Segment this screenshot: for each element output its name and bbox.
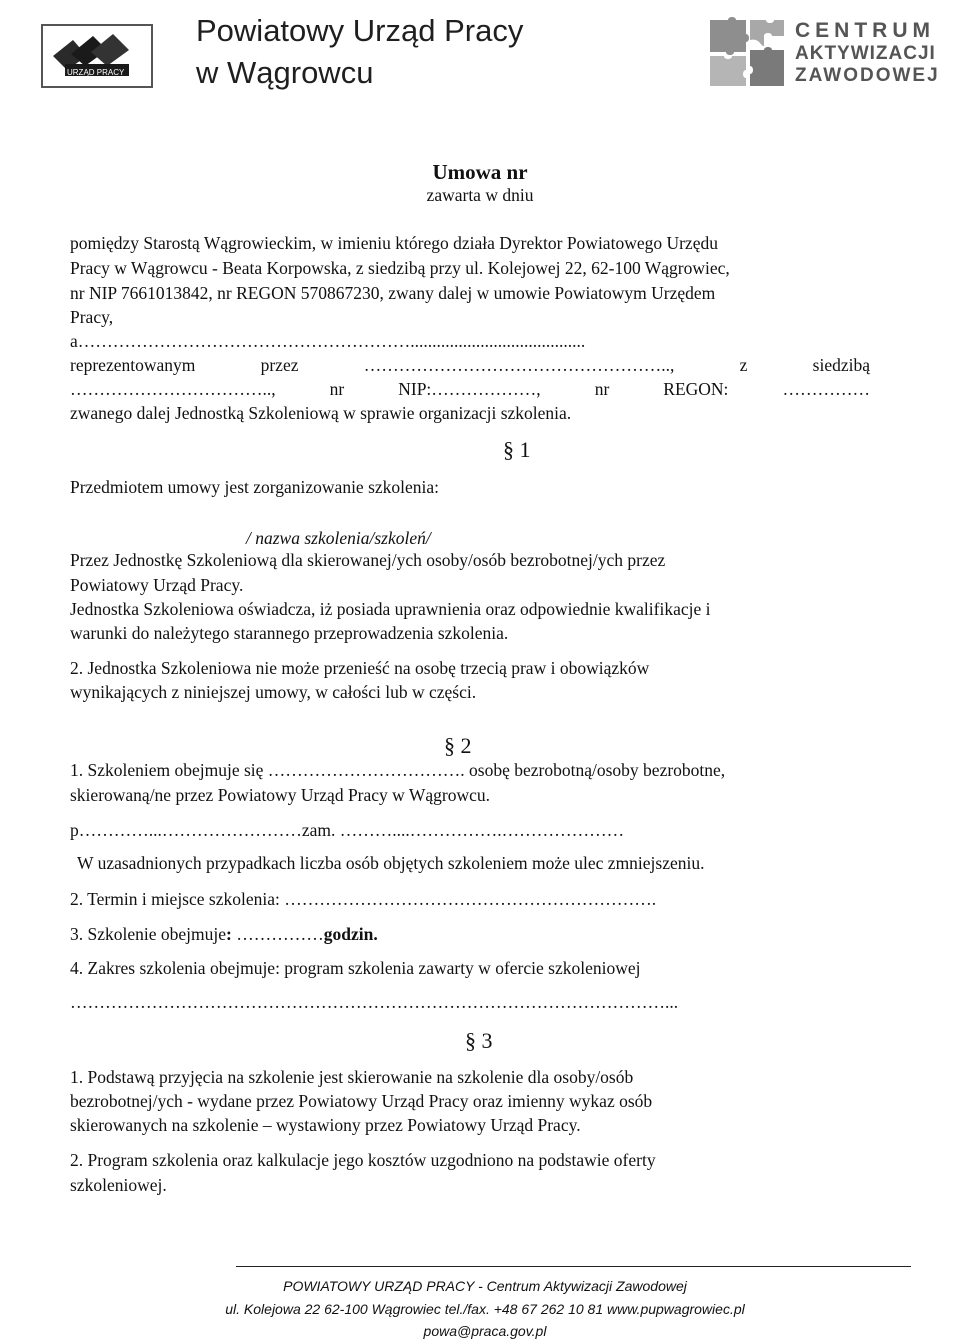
intro-line-3: nr NIP 7661013842, nr REGON 570867230, zwany dalej w umowie Powiatowym Urzędem xyxy=(70,283,716,303)
section-2-item-4: 4. Zakres szkolenia obejmuje: program szkolenia zawarty w ofercie szkoleniowej xyxy=(70,958,641,978)
section-2-item-4-dots: …………………………………………………………………………………………... xyxy=(70,992,679,1012)
nip-part-6: …………… xyxy=(782,379,870,399)
nip-part-1: …………………………….., xyxy=(70,379,276,399)
section-2-p-line: p…………...……………………zam. ………....…………….………………… xyxy=(70,820,625,840)
section-2-item-3 xyxy=(70,926,378,944)
footer-line-1: POWIATOWY URZĄD PRACY - Centrum Aktywizacji Zawodowej xyxy=(283,1278,687,1294)
rep-word-1: reprezentowanym xyxy=(70,355,196,375)
nip-regon-line xyxy=(70,381,870,399)
org-name-line1: Powiatowy Urząd Pracy xyxy=(196,13,524,48)
item-3-hours: godzin. xyxy=(323,924,378,944)
footer-line-3: powa@praca.gov.pl xyxy=(423,1323,547,1339)
rep-word-2: przez xyxy=(260,355,299,375)
footer-divider xyxy=(236,1266,911,1267)
section-2-marker: § 2 xyxy=(444,733,472,758)
section-1-marker: § 1 xyxy=(503,437,531,462)
section-1-line-3: Jednostka Szkoleniowa oświadcza, iż posiada uprawnienia oraz odpowiednie kwalifikacje i xyxy=(70,599,711,619)
section-1-line-4: warunki do należytego starannego przeprowadzenia szkolenia. xyxy=(70,623,509,643)
course-name-placeholder: / nazwa szkolenia/szkoleń/ xyxy=(246,528,431,548)
pup-logo xyxy=(41,24,153,88)
section-2-reduction-note: W uzasadnionych przypadkach liczba osób objętych szkoleniem może ulec zmniejszeniu. xyxy=(77,853,705,873)
section-2-item-1-line-2: skierowaną/ne przez Powiatowy Urząd Pracy w Wągrowcu. xyxy=(70,785,491,805)
section-3-line-2: bezrobotnej/ych - wydane przez Powiatowy Urząd Pracy oraz imienny wykaz osób xyxy=(70,1091,653,1111)
section-3-line-3: skierowanych na szkolenie – wystawiony przez Powiatowy Urząd Pracy. xyxy=(70,1115,581,1135)
cav-logo-line2: AKTYWIZACJI xyxy=(795,43,936,64)
document-subtitle: zawarta w dniu xyxy=(426,185,534,205)
section-3-line-5: szkoleniowej. xyxy=(70,1175,167,1195)
section-1-line-6: wynikających z niniejszej umowy, w całości lub w części. xyxy=(70,682,477,702)
intro-line-4: Pracy, xyxy=(70,307,114,327)
party-line-a: a…………………………………………………........................................ xyxy=(70,331,586,351)
pup-logo-text: URZĄD PRACY xyxy=(67,68,125,77)
section-3-line-4: 2. Program szkolenia oraz kalkulacje jego kosztów uzgodniono na podstawie oferty xyxy=(70,1150,656,1170)
rep-word-3: …………………………………………….., xyxy=(363,355,675,375)
cav-logo-line1: CENTRUM xyxy=(795,19,935,42)
item-3-dots: …………… xyxy=(231,924,324,944)
section-3-marker: § 3 xyxy=(465,1028,493,1053)
intro-line-2: Pracy w Wągrowcu - Beata Korpowska, z siedzibą przy ul. Kolejowej 22, 62-100 Wągrowiec, xyxy=(70,258,730,278)
org-name-line2: w Wągrowcu xyxy=(196,55,374,90)
section-1-line-1: Przez Jednostkę Szkoleniową dla skierowanej/ych osoby/osób bezrobotnej/ych przez xyxy=(70,550,666,570)
rep-word-4: z xyxy=(739,355,748,375)
puzzle-icon xyxy=(706,14,788,90)
section-1-line-2: Powiatowy Urząd Pracy. xyxy=(70,575,244,595)
section-2-item-1-line-1: 1. Szkoleniem obejmuje się ……………………………. osobę bezrobotną/osoby bezrobotne, xyxy=(70,760,726,780)
section-1-subject: Przedmiotem umowy jest zorganizowanie szkolenia: xyxy=(70,477,440,497)
section-3-line-1: 1. Podstawą przyjęcia na szkolenie jest skierowanie na szkolenie dla osoby/osób xyxy=(70,1067,634,1087)
footer-line-2: ul. Kolejowa 22 62-100 Wągrowiec tel./fax. +48 67 262 10 81 www.pupwagrowiec.pl xyxy=(225,1301,745,1317)
rep-word-5: siedzibą xyxy=(812,355,870,375)
cav-logo-line3: ZAWODOWEJ xyxy=(795,65,940,86)
representative-line xyxy=(70,357,870,375)
zwanego-line: zwanego dalej Jednostką Szkoleniową w sprawie organizacji szkolenia. xyxy=(70,403,572,423)
item-3-prefix: 3. Szkolenie obejmuje xyxy=(70,924,227,944)
nip-part-2: nr xyxy=(329,379,345,399)
nip-part-5: REGON: xyxy=(663,379,729,399)
section-2-item-2: 2. Termin i miejsce szkolenia: ………………………………………………………. xyxy=(70,889,657,909)
item-3-colon: : xyxy=(226,924,232,944)
nip-part-4: nr xyxy=(594,379,610,399)
document-title: Umowa nr xyxy=(432,160,528,184)
intro-line-1: pomiędzy Starostą Wągrowieckim, w imieniu którego działa Dyrektor Powiatowego Urzędu xyxy=(70,233,718,253)
section-1-line-5: 2. Jednostka Szkoleniowa nie może przenieść na osobę trzecią praw i obowiązków xyxy=(70,658,650,678)
nip-part-3: NIP:………………, xyxy=(398,379,541,399)
